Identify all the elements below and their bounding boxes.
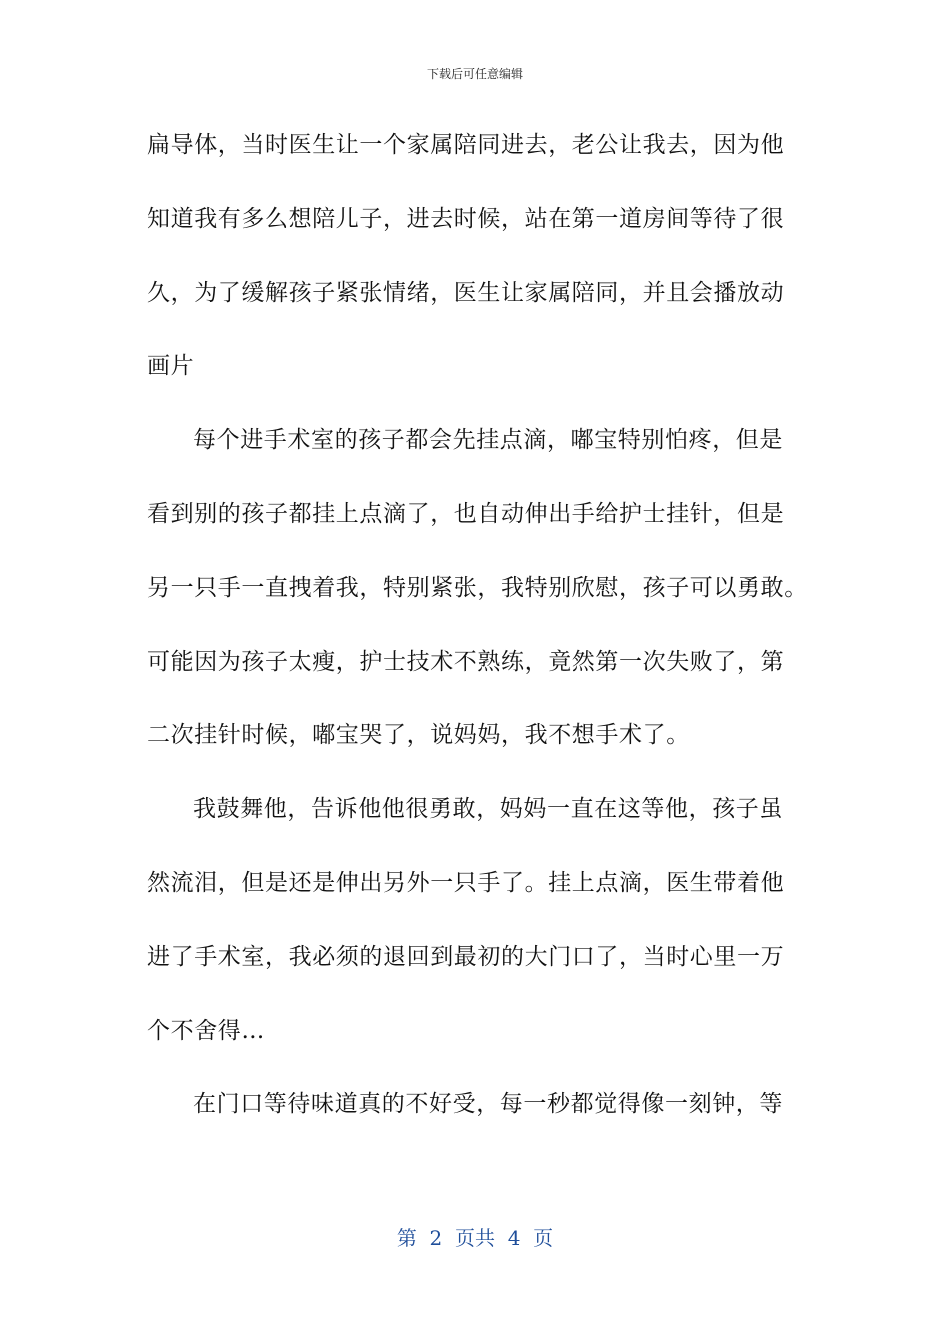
text-line: 可能因为孩子太瘦，护士技术不熟练，竟然第一次失败了，第 — [147, 648, 785, 675]
text-line: 扁导体，当时医生让一个家属陪同进去，老公让我去，因为他 — [147, 132, 785, 158]
text-line: 然流泪，但是还是伸出另外一只手了。挂上点滴，医生带着他 — [147, 869, 785, 896]
text-line: 另一只手一直拽着我，特别紧张，我特别欣慰，孩子可以勇敢。 — [147, 574, 808, 601]
text-line: 看到别的孩子都挂上点滴了，也自动伸出手给护士挂针，但是 — [147, 500, 785, 527]
text-line: 久，为了缓解孩子紧张情绪，医生让家属陪同，并且会播放动 — [147, 279, 785, 306]
document-body — [147, 118, 847, 1151]
text-line: 个不舍得… — [147, 1017, 265, 1044]
paragraph-first-line: 我鼓舞他，告诉他他很勇敢，妈妈一直在这等他，孩子虽 — [193, 796, 783, 823]
paragraph-first-line: 每个进手术室的孩子都会先挂点滴，嘟宝特别怕疼，但是 — [193, 427, 783, 454]
page-number-footer: 第 2 页共 4 页 — [396, 1226, 554, 1250]
text-line: 画片 — [147, 353, 195, 380]
text-line: 知道我有多么想陪儿子，进去时候，站在第一道房间等待了很 — [147, 205, 785, 232]
text-line: 进了手术室，我必须的退回到最初的大门口了，当时心里一万 — [147, 943, 785, 970]
text-line: 二次挂针时候，嘟宝哭了，说妈妈，我不想手术了。 — [147, 722, 690, 749]
page-header: 下载后可任意编辑 — [426, 67, 523, 81]
paragraph-first-line: 在门口等待味道真的不好受，每一秒都觉得像一刻钟，等 — [193, 1091, 783, 1118]
